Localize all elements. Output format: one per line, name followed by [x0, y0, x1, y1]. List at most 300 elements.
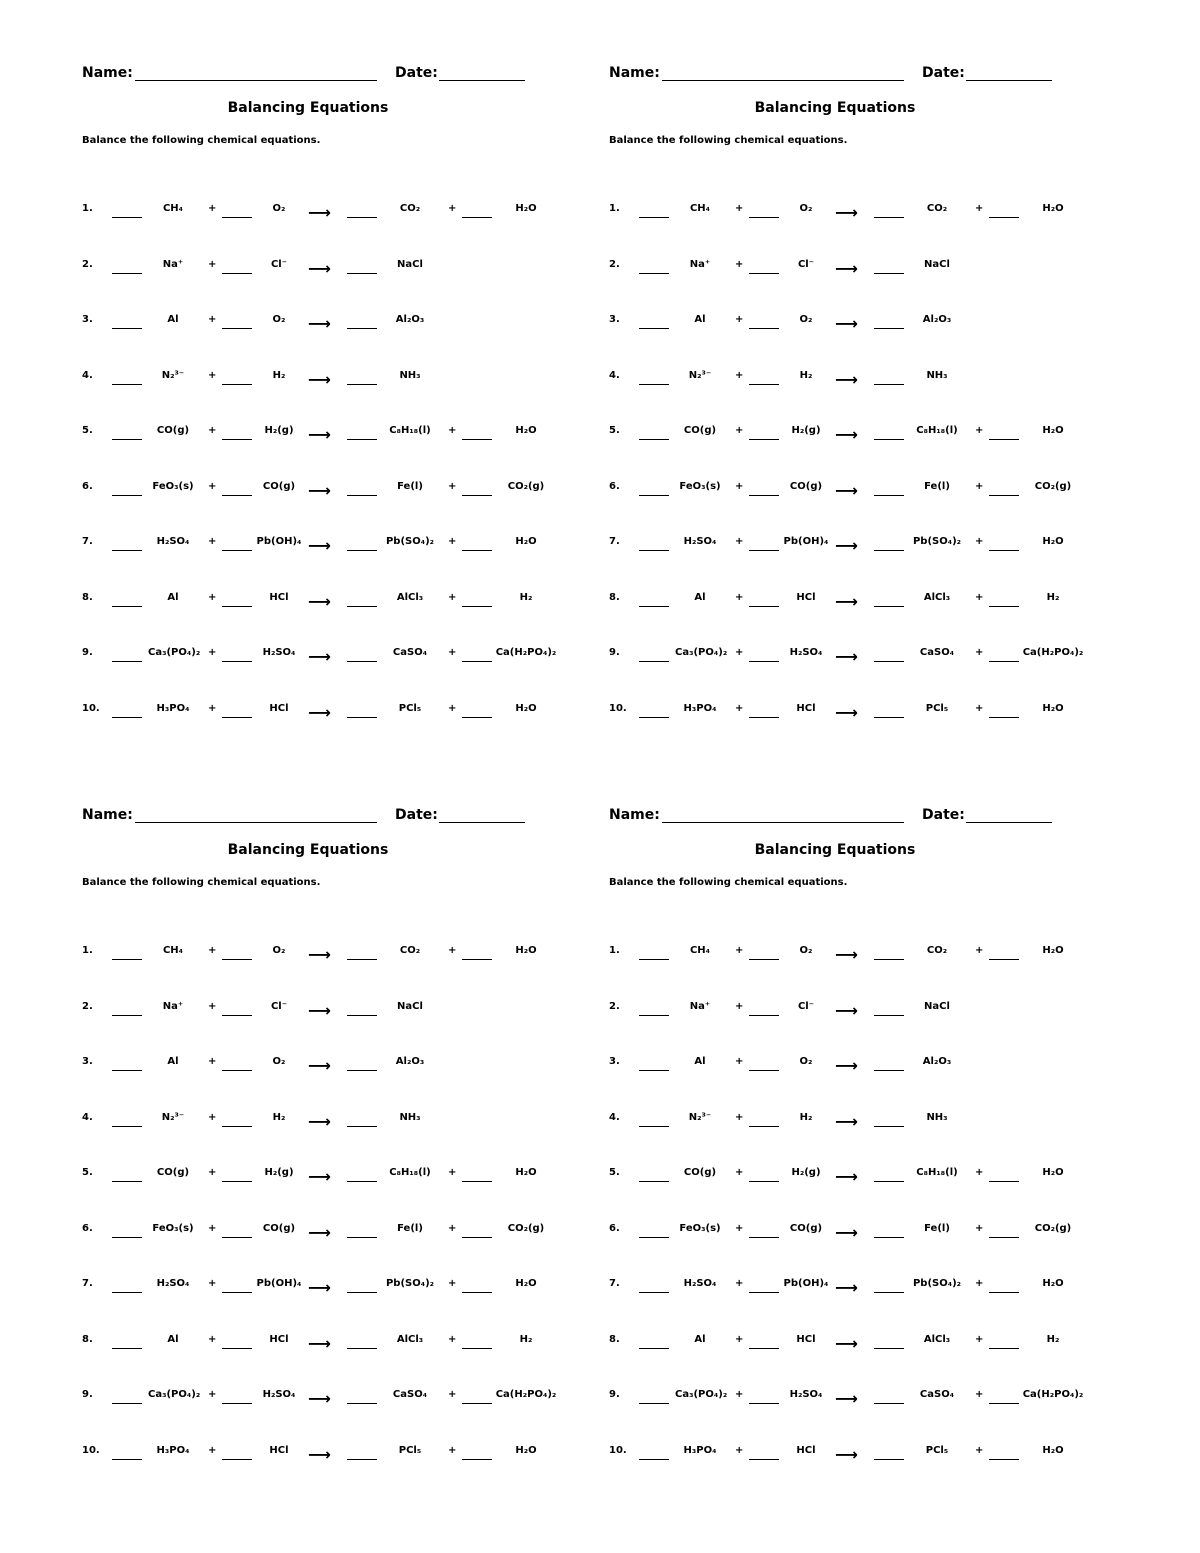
header — [609, 804, 1129, 828]
coefficient-blank-4[interactable] — [462, 717, 492, 718]
coefficient-blank-4[interactable] — [989, 606, 1019, 607]
reactant-2: HCl — [796, 1444, 816, 1456]
coefficient-blank-2[interactable] — [222, 1459, 252, 1460]
coefficient-blank-4[interactable] — [989, 1348, 1019, 1349]
product-2: H₂O — [1042, 1167, 1064, 1178]
product-2: H₂O — [1042, 1444, 1064, 1456]
reactant-2: O₂ — [799, 1056, 813, 1067]
coefficient-blank-2[interactable] — [749, 1181, 779, 1182]
reactant-1: CO(g) — [156, 425, 190, 436]
coefficient-blank-4[interactable] — [462, 217, 492, 218]
coefficient-blank-3[interactable] — [874, 439, 904, 440]
product-2: H₂O — [515, 1278, 537, 1289]
reactant-2: Cl⁻ — [270, 1000, 288, 1012]
name-field[interactable] — [135, 80, 377, 81]
name-label: Name: — [82, 65, 133, 81]
plus-sign: + — [975, 203, 984, 214]
equation-number: 8. — [82, 1333, 93, 1345]
coefficient-blank-1[interactable] — [112, 273, 142, 274]
coefficient-blank-2[interactable] — [222, 550, 252, 551]
coefficient-blank-4[interactable] — [989, 217, 1019, 218]
plus-sign: + — [735, 1111, 744, 1123]
date-field[interactable] — [966, 822, 1052, 823]
coefficient-blank-3[interactable] — [874, 1459, 904, 1460]
name-field[interactable] — [135, 822, 377, 823]
equation-number: 8. — [609, 1333, 620, 1345]
coefficient-blank-1[interactable] — [112, 1348, 142, 1349]
equation-number: 10. — [82, 702, 100, 714]
coefficient-blank-2[interactable] — [749, 1126, 779, 1127]
product-2: CO₂(g) — [1034, 480, 1072, 492]
coefficient-blank-4[interactable] — [462, 1403, 492, 1404]
reactant-2: H₂SO₄ — [262, 647, 296, 658]
equation-number: 5. — [609, 1167, 620, 1178]
reactant-1: H₂SO₄ — [156, 536, 190, 547]
equation-row — [609, 249, 1129, 283]
coefficient-blank-3[interactable] — [347, 1292, 377, 1293]
reactant-1: Ca₃(PO₄)₂ — [675, 1389, 728, 1400]
coefficient-blank-2[interactable] — [749, 717, 779, 718]
coefficient-blank-2[interactable] — [222, 384, 252, 385]
plus-sign: + — [735, 480, 744, 492]
plus-sign: + — [208, 1444, 217, 1456]
coefficient-blank-2[interactable] — [222, 606, 252, 607]
yields-arrow-icon: ⟶ — [308, 702, 331, 722]
coefficient-blank-1[interactable] — [639, 1015, 669, 1016]
plus-sign: + — [448, 702, 457, 714]
equation-row — [82, 415, 602, 449]
coefficient-blank-2[interactable] — [222, 717, 252, 718]
product-2: H₂O — [515, 536, 537, 547]
product-1: Fe(l) — [397, 480, 423, 492]
plus-sign: + — [975, 1389, 984, 1400]
plus-sign: + — [208, 1111, 217, 1123]
equation-row — [82, 1324, 602, 1358]
equation-row — [609, 526, 1129, 560]
coefficient-blank-1[interactable] — [639, 328, 669, 329]
yields-arrow-icon: ⟶ — [308, 1389, 331, 1408]
coefficient-blank-3[interactable] — [874, 1292, 904, 1293]
reactant-2: H₂(g) — [791, 425, 821, 436]
coefficient-blank-3[interactable] — [347, 1403, 377, 1404]
coefficient-blank-1[interactable] — [112, 661, 142, 662]
coefficient-blank-3[interactable] — [874, 1348, 904, 1349]
coefficient-blank-1[interactable] — [112, 1292, 142, 1293]
coefficient-blank-1[interactable] — [112, 717, 142, 718]
plus-sign: + — [448, 1333, 457, 1345]
coefficient-blank-2[interactable] — [222, 1292, 252, 1293]
equation-number: 3. — [609, 1056, 620, 1067]
coefficient-blank-3[interactable] — [874, 1070, 904, 1071]
equation-row — [82, 1379, 602, 1413]
plus-sign: + — [448, 1222, 457, 1234]
coefficient-blank-1[interactable] — [639, 384, 669, 385]
coefficient-blank-2[interactable] — [222, 1181, 252, 1182]
product-2: Ca(H₂PO₄)₂ — [495, 647, 557, 658]
coefficient-blank-1[interactable] — [639, 1403, 669, 1404]
reactant-2: Cl⁻ — [797, 258, 815, 270]
coefficient-blank-2[interactable] — [222, 328, 252, 329]
coefficient-blank-2[interactable] — [222, 1348, 252, 1349]
coefficient-blank-1[interactable] — [112, 384, 142, 385]
coefficient-blank-3[interactable] — [347, 717, 377, 718]
yields-arrow-icon: ⟶ — [835, 1056, 858, 1075]
reactant-1: Al — [694, 1333, 706, 1345]
equation-row — [82, 304, 602, 338]
equation-number: 7. — [82, 536, 93, 547]
coefficient-blank-2[interactable] — [222, 959, 252, 960]
coefficient-blank-1[interactable] — [112, 959, 142, 960]
reactant-2: H₂(g) — [264, 425, 294, 436]
reactant-2: HCl — [269, 591, 289, 603]
yields-arrow-icon: ⟶ — [308, 1167, 331, 1186]
plus-sign: + — [208, 536, 217, 547]
equation-number: 8. — [609, 591, 620, 603]
plus-sign: + — [975, 1222, 984, 1234]
coefficient-blank-1[interactable] — [639, 217, 669, 218]
name-field[interactable] — [662, 822, 904, 823]
product-1: CaSO₄ — [919, 1389, 955, 1400]
coefficient-blank-4[interactable] — [989, 550, 1019, 551]
equation-number: 4. — [82, 1111, 93, 1123]
coefficient-blank-1[interactable] — [112, 1459, 142, 1460]
coefficient-blank-3[interactable] — [347, 495, 377, 496]
coefficient-blank-2[interactable] — [222, 1237, 252, 1238]
equation-number: 4. — [609, 1111, 620, 1123]
equation-row — [609, 1379, 1129, 1413]
product-2: H₂ — [1046, 1333, 1060, 1345]
equation-number: 10. — [609, 702, 627, 714]
plus-sign: + — [208, 1278, 217, 1289]
equation-number: 2. — [82, 1000, 93, 1012]
coefficient-blank-3[interactable] — [347, 328, 377, 329]
coefficient-blank-1[interactable] — [639, 606, 669, 607]
coefficient-blank-4[interactable] — [462, 1348, 492, 1349]
coefficient-blank-4[interactable] — [462, 661, 492, 662]
reactant-1: CO(g) — [683, 1167, 717, 1178]
equation-number: 2. — [82, 258, 93, 270]
coefficient-blank-2[interactable] — [749, 217, 779, 218]
coefficient-blank-1[interactable] — [639, 273, 669, 274]
equation-row — [82, 526, 602, 560]
coefficient-blank-3[interactable] — [874, 550, 904, 551]
coefficient-blank-4[interactable] — [462, 959, 492, 960]
product-1: C₈H₁₈(l) — [389, 1167, 431, 1178]
worksheet-copy-2 — [609, 62, 1129, 742]
product-1: CaSO₄ — [919, 647, 955, 658]
worksheet-title: Balancing Equations — [754, 842, 916, 858]
equation-row — [82, 1046, 602, 1080]
coefficient-blank-3[interactable] — [347, 606, 377, 607]
coefficient-blank-4[interactable] — [462, 1237, 492, 1238]
coefficient-blank-4[interactable] — [989, 661, 1019, 662]
coefficient-blank-2[interactable] — [749, 661, 779, 662]
coefficient-blank-4[interactable] — [462, 606, 492, 607]
product-1: NH₃ — [926, 369, 948, 381]
coefficient-blank-2[interactable] — [749, 959, 779, 960]
coefficient-blank-1[interactable] — [639, 1181, 669, 1182]
name-field[interactable] — [662, 80, 904, 81]
coefficient-blank-3[interactable] — [347, 1181, 377, 1182]
product-1: Pb(SO₄)₂ — [385, 1278, 435, 1289]
plus-sign: + — [735, 591, 744, 603]
coefficient-blank-2[interactable] — [222, 1126, 252, 1127]
coefficient-blank-3[interactable] — [874, 1181, 904, 1182]
equation-number: 7. — [82, 1278, 93, 1289]
coefficient-blank-1[interactable] — [112, 1126, 142, 1127]
coefficient-blank-1[interactable] — [112, 439, 142, 440]
yields-arrow-icon: ⟶ — [308, 425, 331, 444]
coefficient-blank-4[interactable] — [462, 495, 492, 496]
equation-row — [82, 693, 602, 727]
product-1: CO₂ — [926, 945, 948, 956]
coefficient-blank-3[interactable] — [347, 217, 377, 218]
coefficient-blank-2[interactable] — [749, 384, 779, 385]
coefficient-blank-1[interactable] — [112, 1237, 142, 1238]
coefficient-blank-3[interactable] — [874, 959, 904, 960]
coefficient-blank-1[interactable] — [639, 1459, 669, 1460]
coefficient-blank-4[interactable] — [989, 1459, 1019, 1460]
equation-number: 2. — [609, 258, 620, 270]
plus-sign: + — [975, 647, 984, 658]
coefficient-blank-1[interactable] — [112, 1070, 142, 1071]
reactant-2: O₂ — [272, 1056, 286, 1067]
product-1: NH₃ — [399, 1111, 421, 1123]
equation-row — [609, 1213, 1129, 1247]
product-2: H₂O — [1042, 702, 1064, 714]
plus-sign: + — [735, 1278, 744, 1289]
coefficient-blank-4[interactable] — [989, 1403, 1019, 1404]
plus-sign: + — [208, 702, 217, 714]
coefficient-blank-3[interactable] — [874, 1126, 904, 1127]
coefficient-blank-1[interactable] — [639, 495, 669, 496]
yields-arrow-icon: ⟶ — [308, 203, 331, 222]
coefficient-blank-4[interactable] — [462, 439, 492, 440]
coefficient-blank-1[interactable] — [112, 1015, 142, 1016]
coefficient-blank-4[interactable] — [462, 1181, 492, 1182]
product-1: PCl₅ — [925, 1444, 949, 1456]
equation-number: 5. — [82, 1167, 93, 1178]
coefficient-blank-4[interactable] — [989, 495, 1019, 496]
plus-sign: + — [735, 1222, 744, 1234]
equation-number: 1. — [609, 203, 620, 214]
coefficient-blank-2[interactable] — [749, 606, 779, 607]
reactant-2: CO(g) — [262, 1222, 296, 1234]
coefficient-blank-1[interactable] — [639, 661, 669, 662]
coefficient-blank-1[interactable] — [112, 328, 142, 329]
equation-row — [82, 1268, 602, 1302]
coefficient-blank-2[interactable] — [749, 273, 779, 274]
coefficient-blank-1[interactable] — [639, 1348, 669, 1349]
coefficient-blank-1[interactable] — [112, 1403, 142, 1404]
yields-arrow-icon: ⟶ — [308, 1111, 331, 1131]
plus-sign: + — [208, 945, 217, 956]
coefficient-blank-2[interactable] — [749, 550, 779, 551]
coefficient-blank-2[interactable] — [749, 1237, 779, 1238]
coefficient-blank-4[interactable] — [989, 1292, 1019, 1293]
plus-sign: + — [975, 702, 984, 714]
coefficient-blank-4[interactable] — [989, 439, 1019, 440]
equation-row — [609, 1268, 1129, 1302]
coefficient-blank-3[interactable] — [347, 439, 377, 440]
plus-sign: + — [208, 425, 217, 436]
coefficient-blank-2[interactable] — [222, 1403, 252, 1404]
product-1: Fe(l) — [397, 1222, 423, 1234]
coefficient-blank-2[interactable] — [749, 1348, 779, 1349]
coefficient-blank-1[interactable] — [639, 1126, 669, 1127]
coefficient-blank-2[interactable] — [222, 495, 252, 496]
plus-sign: + — [735, 1167, 744, 1178]
plus-sign: + — [208, 647, 217, 658]
coefficient-blank-3[interactable] — [874, 1403, 904, 1404]
plus-sign: + — [975, 536, 984, 547]
plus-sign: + — [208, 314, 217, 325]
coefficient-blank-3[interactable] — [347, 1348, 377, 1349]
coefficient-blank-2[interactable] — [749, 495, 779, 496]
coefficient-blank-3[interactable] — [874, 1015, 904, 1016]
coefficient-blank-3[interactable] — [874, 717, 904, 718]
equation-row — [82, 471, 602, 505]
coefficient-blank-1[interactable] — [639, 959, 669, 960]
coefficient-blank-4[interactable] — [462, 550, 492, 551]
reactant-1: Al — [167, 591, 179, 603]
coefficient-blank-2[interactable] — [222, 217, 252, 218]
coefficient-blank-2[interactable] — [222, 1070, 252, 1071]
coefficient-blank-3[interactable] — [347, 550, 377, 551]
coefficient-blank-1[interactable] — [112, 550, 142, 551]
equation-number: 6. — [609, 1222, 620, 1234]
reactant-2: H₂ — [799, 1111, 813, 1123]
coefficient-blank-2[interactable] — [749, 439, 779, 440]
coefficient-blank-3[interactable] — [874, 217, 904, 218]
coefficient-blank-1[interactable] — [112, 1181, 142, 1182]
coefficient-blank-3[interactable] — [874, 384, 904, 385]
worksheet-title: Balancing Equations — [227, 842, 389, 858]
plus-sign: + — [975, 1278, 984, 1289]
product-2: H₂O — [1042, 945, 1064, 956]
plus-sign: + — [448, 945, 457, 956]
coefficient-blank-3[interactable] — [874, 273, 904, 274]
name-label: Name: — [609, 65, 660, 81]
coefficient-blank-4[interactable] — [462, 1292, 492, 1293]
coefficient-blank-1[interactable] — [639, 1070, 669, 1071]
coefficient-blank-4[interactable] — [462, 1459, 492, 1460]
equation-number: 6. — [82, 480, 93, 492]
product-1: Al₂O₃ — [922, 1056, 952, 1067]
equation-row — [609, 637, 1129, 671]
product-1: NaCl — [397, 258, 423, 270]
coefficient-blank-3[interactable] — [347, 959, 377, 960]
coefficient-blank-3[interactable] — [347, 1126, 377, 1127]
coefficient-blank-2[interactable] — [222, 661, 252, 662]
coefficient-blank-3[interactable] — [347, 1237, 377, 1238]
reactant-2: H₂(g) — [791, 1167, 821, 1178]
coefficient-blank-1[interactable] — [639, 1237, 669, 1238]
coefficient-blank-3[interactable] — [874, 1237, 904, 1238]
coefficient-blank-1[interactable] — [112, 217, 142, 218]
reactant-2: H₂SO₄ — [789, 1389, 823, 1400]
reactant-2: Pb(OH)₄ — [256, 536, 302, 547]
reactant-2: H₂ — [272, 369, 286, 381]
coefficient-blank-2[interactable] — [749, 1403, 779, 1404]
coefficient-blank-4[interactable] — [989, 1237, 1019, 1238]
instructions: Balance the following chemical equations. — [609, 877, 848, 888]
coefficient-blank-2[interactable] — [749, 1459, 779, 1460]
yields-arrow-icon: ⟶ — [835, 591, 858, 611]
reactant-1: CH₄ — [689, 203, 711, 214]
plus-sign: + — [448, 536, 457, 547]
product-1: AlCl₃ — [923, 591, 951, 603]
coefficient-blank-3[interactable] — [347, 1070, 377, 1071]
coefficient-blank-1[interactable] — [112, 495, 142, 496]
plus-sign: + — [208, 1333, 217, 1345]
coefficient-blank-4[interactable] — [989, 1181, 1019, 1182]
equation-row — [82, 1102, 602, 1136]
coefficient-blank-3[interactable] — [874, 606, 904, 607]
reactant-1: Na⁺ — [689, 258, 711, 270]
equation-number: 9. — [609, 647, 620, 658]
coefficient-blank-1[interactable] — [639, 1292, 669, 1293]
coefficient-blank-3[interactable] — [874, 661, 904, 662]
reactant-1: CO(g) — [683, 425, 717, 436]
reactant-1: Na⁺ — [162, 258, 184, 270]
coefficient-blank-3[interactable] — [347, 273, 377, 274]
coefficient-blank-3[interactable] — [347, 384, 377, 385]
coefficient-blank-1[interactable] — [639, 550, 669, 551]
plus-sign: + — [735, 1056, 744, 1067]
coefficient-blank-1[interactable] — [112, 606, 142, 607]
coefficient-blank-3[interactable] — [874, 495, 904, 496]
coefficient-blank-3[interactable] — [347, 1459, 377, 1460]
equation-number: 5. — [82, 425, 93, 436]
yields-arrow-icon: ⟶ — [835, 314, 858, 333]
coefficient-blank-2[interactable] — [749, 1070, 779, 1071]
equation-number: 9. — [82, 1389, 93, 1400]
reactant-1: FeO₃(s) — [152, 1222, 194, 1234]
coefficient-blank-3[interactable] — [347, 661, 377, 662]
product-2: CO₂(g) — [507, 480, 545, 492]
coefficient-blank-2[interactable] — [222, 1015, 252, 1016]
equation-number: 7. — [609, 1278, 620, 1289]
reactant-2: HCl — [796, 702, 816, 714]
coefficient-blank-2[interactable] — [222, 273, 252, 274]
coefficient-blank-3[interactable] — [874, 328, 904, 329]
plus-sign: + — [975, 1333, 984, 1345]
plus-sign: + — [735, 425, 744, 436]
date-field[interactable] — [439, 80, 525, 81]
plus-sign: + — [735, 203, 744, 214]
reactant-1: H₃PO₄ — [683, 1444, 717, 1456]
date-field[interactable] — [439, 822, 525, 823]
coefficient-blank-2[interactable] — [749, 1015, 779, 1016]
reactant-1: Na⁺ — [162, 1000, 184, 1012]
coefficient-blank-4[interactable] — [989, 717, 1019, 718]
coefficient-blank-2[interactable] — [749, 328, 779, 329]
coefficient-blank-3[interactable] — [347, 1015, 377, 1016]
coefficient-blank-1[interactable] — [639, 717, 669, 718]
coefficient-blank-2[interactable] — [749, 1292, 779, 1293]
coefficient-blank-4[interactable] — [989, 959, 1019, 960]
equation-number: 1. — [82, 203, 93, 214]
coefficient-blank-2[interactable] — [222, 439, 252, 440]
date-field[interactable] — [966, 80, 1052, 81]
name-label: Name: — [609, 807, 660, 823]
reactant-2: CO(g) — [789, 480, 823, 492]
yields-arrow-icon: ⟶ — [835, 1000, 858, 1020]
plus-sign: + — [208, 480, 217, 492]
product-2: H₂O — [515, 1167, 537, 1178]
coefficient-blank-1[interactable] — [639, 439, 669, 440]
